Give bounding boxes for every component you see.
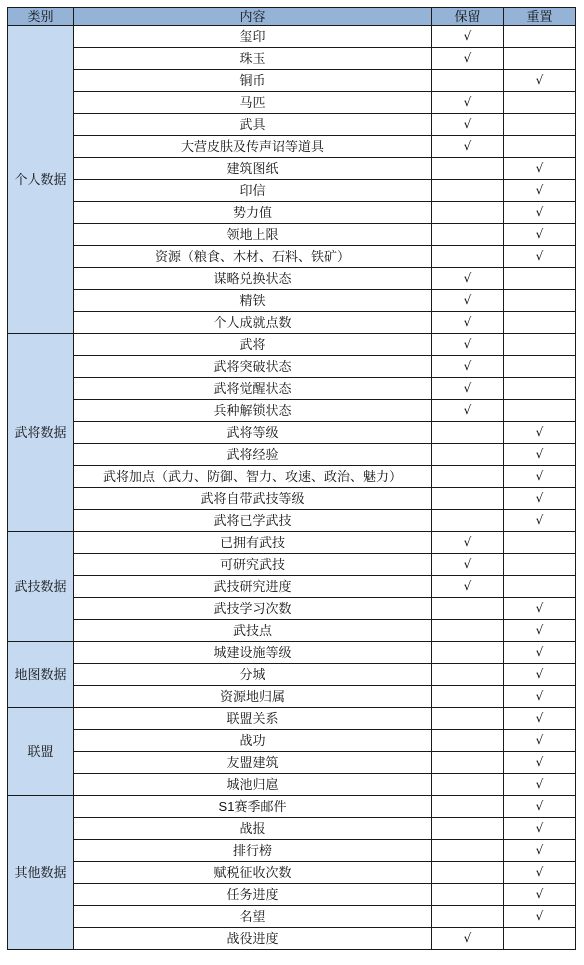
content-cell: 印信 bbox=[74, 180, 432, 202]
reset-cell bbox=[504, 268, 576, 290]
table-row bbox=[8, 180, 576, 202]
keep-cell bbox=[432, 422, 504, 444]
table-row bbox=[8, 708, 576, 730]
keep-cell bbox=[432, 708, 504, 730]
keep-cell bbox=[432, 202, 504, 224]
table-row bbox=[8, 818, 576, 840]
reset-cell: √ bbox=[504, 862, 576, 884]
table-row bbox=[8, 752, 576, 774]
reset-cell: √ bbox=[504, 510, 576, 532]
category-cell: 地图数据 bbox=[8, 642, 74, 708]
keep-cell: √ bbox=[432, 136, 504, 158]
reset-cell: √ bbox=[504, 70, 576, 92]
header-category: 类别 bbox=[8, 8, 74, 26]
reset-cell: √ bbox=[504, 246, 576, 268]
content-cell: 武将已学武技 bbox=[74, 510, 432, 532]
reset-cell: √ bbox=[504, 840, 576, 862]
table-row bbox=[8, 268, 576, 290]
content-cell: 友盟建筑 bbox=[74, 752, 432, 774]
reset-cell bbox=[504, 356, 576, 378]
content-cell: 战报 bbox=[74, 818, 432, 840]
reset-cell bbox=[504, 400, 576, 422]
keep-cell bbox=[432, 224, 504, 246]
keep-cell bbox=[432, 466, 504, 488]
table-row bbox=[8, 576, 576, 598]
keep-cell bbox=[432, 686, 504, 708]
header-content: 内容 bbox=[74, 8, 432, 26]
content-cell: 战役进度 bbox=[74, 928, 432, 950]
data-retention-table bbox=[7, 7, 576, 950]
content-cell: 武将突破状态 bbox=[74, 356, 432, 378]
keep-cell: √ bbox=[432, 268, 504, 290]
content-cell: 赋税征收次数 bbox=[74, 862, 432, 884]
reset-cell bbox=[504, 136, 576, 158]
reset-cell: √ bbox=[504, 664, 576, 686]
content-cell: 武将加点（武力、防御、智力、攻速、政治、魅力） bbox=[74, 466, 432, 488]
keep-cell bbox=[432, 840, 504, 862]
table-row bbox=[8, 554, 576, 576]
category-cell: 个人数据 bbox=[8, 26, 74, 334]
category-cell: 武将数据 bbox=[8, 334, 74, 532]
reset-cell bbox=[504, 26, 576, 48]
reset-cell: √ bbox=[504, 796, 576, 818]
content-cell: 势力值 bbox=[74, 202, 432, 224]
table-row bbox=[8, 488, 576, 510]
reset-cell: √ bbox=[504, 620, 576, 642]
content-cell: 分城 bbox=[74, 664, 432, 686]
content-cell: 名望 bbox=[74, 906, 432, 928]
table-row bbox=[8, 48, 576, 70]
table-row bbox=[8, 312, 576, 334]
reset-cell bbox=[504, 114, 576, 136]
table-row bbox=[8, 356, 576, 378]
content-cell: 个人成就点数 bbox=[74, 312, 432, 334]
table-row bbox=[8, 642, 576, 664]
table-row bbox=[8, 400, 576, 422]
keep-cell: √ bbox=[432, 576, 504, 598]
category-cell: 联盟 bbox=[8, 708, 74, 796]
reset-cell: √ bbox=[504, 686, 576, 708]
keep-cell bbox=[432, 180, 504, 202]
table-row bbox=[8, 70, 576, 92]
table-row bbox=[8, 620, 576, 642]
reset-cell: √ bbox=[504, 488, 576, 510]
content-cell: 战功 bbox=[74, 730, 432, 752]
reset-cell: √ bbox=[504, 752, 576, 774]
keep-cell: √ bbox=[432, 356, 504, 378]
content-cell: 任务进度 bbox=[74, 884, 432, 906]
content-cell: 领地上限 bbox=[74, 224, 432, 246]
category-cell: 其他数据 bbox=[8, 796, 74, 950]
keep-cell: √ bbox=[432, 554, 504, 576]
table-row bbox=[8, 510, 576, 532]
table-row bbox=[8, 664, 576, 686]
content-cell: 珠玉 bbox=[74, 48, 432, 70]
content-cell: 联盟关系 bbox=[74, 708, 432, 730]
table-row bbox=[8, 290, 576, 312]
reset-cell bbox=[504, 48, 576, 70]
keep-cell: √ bbox=[432, 92, 504, 114]
header-keep: 保留 bbox=[432, 8, 504, 26]
keep-cell: √ bbox=[432, 400, 504, 422]
keep-cell: √ bbox=[432, 378, 504, 400]
table-row bbox=[8, 466, 576, 488]
content-cell: 武将 bbox=[74, 334, 432, 356]
table-row bbox=[8, 26, 576, 48]
keep-cell bbox=[432, 796, 504, 818]
keep-cell bbox=[432, 862, 504, 884]
table-row bbox=[8, 774, 576, 796]
keep-cell: √ bbox=[432, 334, 504, 356]
content-cell: 武技研究进度 bbox=[74, 576, 432, 598]
table-row bbox=[8, 334, 576, 356]
content-cell: 铜币 bbox=[74, 70, 432, 92]
reset-cell bbox=[504, 92, 576, 114]
keep-cell bbox=[432, 598, 504, 620]
content-cell: 精铁 bbox=[74, 290, 432, 312]
reset-cell bbox=[504, 576, 576, 598]
reset-cell: √ bbox=[504, 906, 576, 928]
keep-cell bbox=[432, 774, 504, 796]
table-row bbox=[8, 862, 576, 884]
content-cell: 马匹 bbox=[74, 92, 432, 114]
reset-cell bbox=[504, 554, 576, 576]
table-row bbox=[8, 246, 576, 268]
table-row bbox=[8, 532, 576, 554]
keep-cell: √ bbox=[432, 290, 504, 312]
content-cell: 谋略兑换状态 bbox=[74, 268, 432, 290]
table-row bbox=[8, 378, 576, 400]
keep-cell: √ bbox=[432, 114, 504, 136]
keep-cell: √ bbox=[432, 532, 504, 554]
category-cell: 武技数据 bbox=[8, 532, 74, 642]
table-row bbox=[8, 202, 576, 224]
keep-cell bbox=[432, 664, 504, 686]
reset-cell bbox=[504, 312, 576, 334]
table-row bbox=[8, 796, 576, 818]
content-cell: 排行榜 bbox=[74, 840, 432, 862]
keep-cell bbox=[432, 752, 504, 774]
reset-cell: √ bbox=[504, 180, 576, 202]
reset-cell bbox=[504, 928, 576, 950]
content-cell: S1赛季邮件 bbox=[74, 796, 432, 818]
content-cell: 已拥有武技 bbox=[74, 532, 432, 554]
reset-cell bbox=[504, 334, 576, 356]
content-cell: 大营皮肤及传声诏等道具 bbox=[74, 136, 432, 158]
header-reset: 重置 bbox=[504, 8, 576, 26]
reset-cell: √ bbox=[504, 466, 576, 488]
reset-cell: √ bbox=[504, 598, 576, 620]
keep-cell bbox=[432, 620, 504, 642]
reset-cell: √ bbox=[504, 444, 576, 466]
table-row bbox=[8, 422, 576, 444]
table-row bbox=[8, 444, 576, 466]
content-cell: 武将自带武技等级 bbox=[74, 488, 432, 510]
keep-cell: √ bbox=[432, 312, 504, 334]
reset-cell: √ bbox=[504, 202, 576, 224]
content-cell: 武技点 bbox=[74, 620, 432, 642]
reset-cell bbox=[504, 290, 576, 312]
keep-cell bbox=[432, 818, 504, 840]
keep-cell: √ bbox=[432, 928, 504, 950]
content-cell: 兵种解锁状态 bbox=[74, 400, 432, 422]
table-row bbox=[8, 158, 576, 180]
keep-cell bbox=[432, 906, 504, 928]
table-row bbox=[8, 224, 576, 246]
content-cell: 武具 bbox=[74, 114, 432, 136]
keep-cell bbox=[432, 444, 504, 466]
content-cell: 城建设施等级 bbox=[74, 642, 432, 664]
reset-cell bbox=[504, 378, 576, 400]
content-cell: 武将经验 bbox=[74, 444, 432, 466]
content-cell: 武技学习次数 bbox=[74, 598, 432, 620]
keep-cell bbox=[432, 510, 504, 532]
keep-cell bbox=[432, 70, 504, 92]
table-row bbox=[8, 840, 576, 862]
reset-cell: √ bbox=[504, 730, 576, 752]
reset-cell: √ bbox=[504, 774, 576, 796]
content-cell: 武将觉醒状态 bbox=[74, 378, 432, 400]
table-row bbox=[8, 92, 576, 114]
reset-cell: √ bbox=[504, 158, 576, 180]
reset-cell: √ bbox=[504, 884, 576, 906]
content-cell: 武将等级 bbox=[74, 422, 432, 444]
reset-cell bbox=[504, 532, 576, 554]
keep-cell: √ bbox=[432, 48, 504, 70]
table-row bbox=[8, 906, 576, 928]
table-row bbox=[8, 884, 576, 906]
reset-cell: √ bbox=[504, 818, 576, 840]
content-cell: 资源（粮食、木材、石料、铁矿） bbox=[74, 246, 432, 268]
table-row bbox=[8, 598, 576, 620]
content-cell: 城池归扈 bbox=[74, 774, 432, 796]
keep-cell: √ bbox=[432, 26, 504, 48]
keep-cell bbox=[432, 642, 504, 664]
reset-cell: √ bbox=[504, 708, 576, 730]
header-row bbox=[8, 8, 576, 26]
content-cell: 玺印 bbox=[74, 26, 432, 48]
content-cell: 可研究武技 bbox=[74, 554, 432, 576]
table-row bbox=[8, 136, 576, 158]
table-body bbox=[8, 26, 576, 950]
table-row bbox=[8, 730, 576, 752]
table-row bbox=[8, 686, 576, 708]
keep-cell bbox=[432, 884, 504, 906]
content-cell: 资源地归属 bbox=[74, 686, 432, 708]
keep-cell bbox=[432, 246, 504, 268]
keep-cell bbox=[432, 158, 504, 180]
content-cell: 建筑图纸 bbox=[74, 158, 432, 180]
reset-cell: √ bbox=[504, 422, 576, 444]
keep-cell bbox=[432, 488, 504, 510]
table-row bbox=[8, 928, 576, 950]
table-row bbox=[8, 114, 576, 136]
keep-cell bbox=[432, 730, 504, 752]
reset-cell: √ bbox=[504, 642, 576, 664]
reset-cell: √ bbox=[504, 224, 576, 246]
